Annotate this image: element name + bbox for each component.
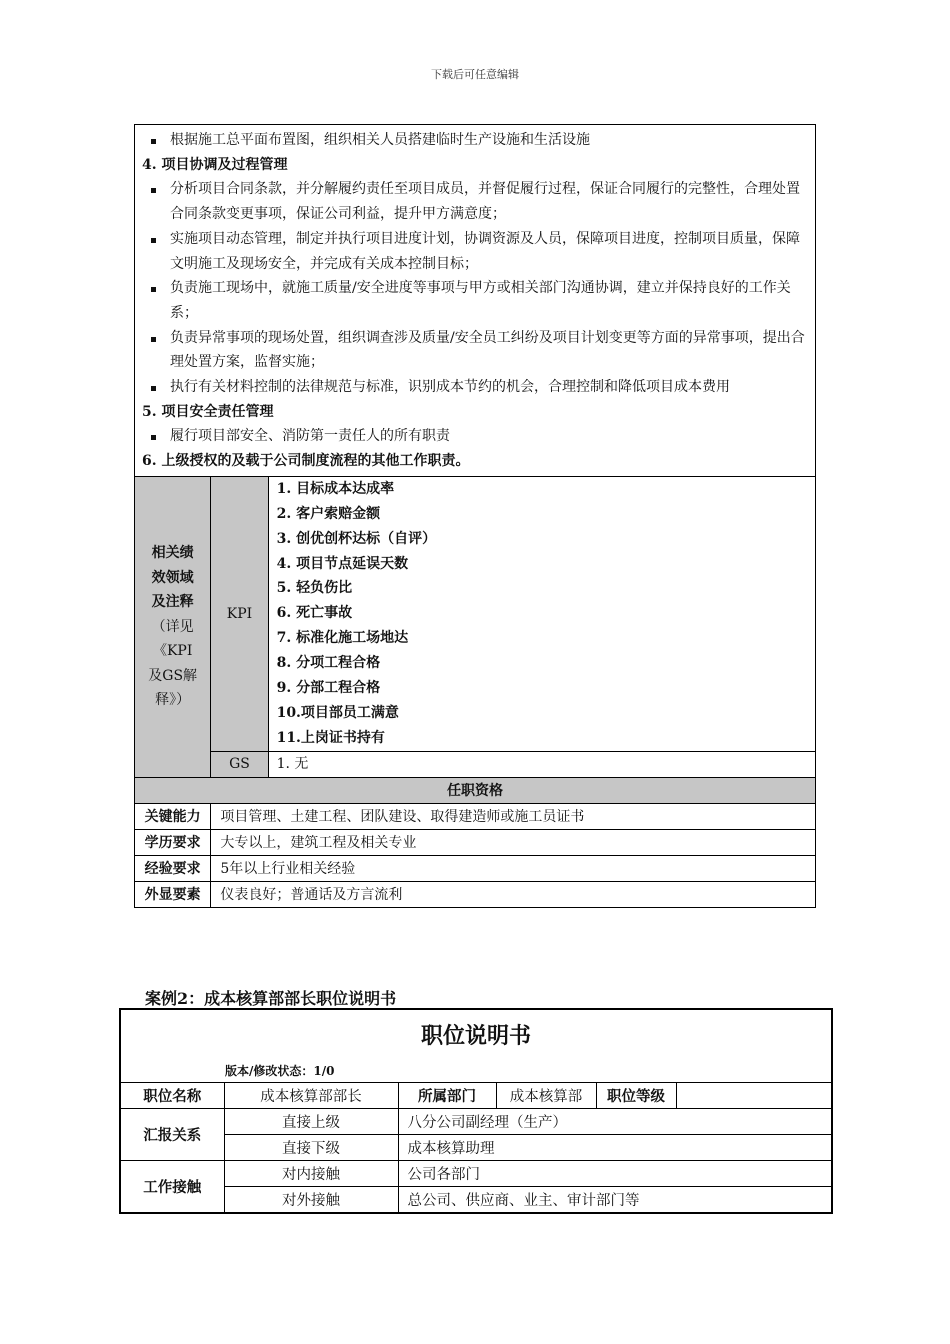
position-name-label: 职位名称 [120,1083,224,1109]
gs-label: GS [211,751,268,777]
contact-value: 公司各部门 [398,1161,832,1187]
kpi-item: 5. 轻负伤比 [276,580,353,597]
qualifications-title: 任职资格 [135,777,816,803]
qualification-value: 大专以上，建筑工程及相关专业 [211,829,816,855]
duty-heading: 4. 项目协调及过程管理 [142,156,288,173]
performance-note-line: 《KPI [152,643,193,660]
report-value: 成本核算助理 [398,1135,832,1161]
duty-item: 负责异常事项的现场处置，组织调查涉及质量/安全员工纠纷及项目计划变更等方面的异常事项，提出合理处置方案，监督实施； [142,326,809,375]
performance-label-line: 相关绩 [151,545,194,562]
report-value: 八分公司副经理（生产） [398,1109,832,1135]
performance-label [135,476,211,777]
department-label: 所属部门 [398,1083,496,1109]
report-sub-label: 直接上级 [224,1109,398,1135]
gs-value: 1. 无 [268,751,815,777]
qualification-label: 经验要求 [135,855,211,881]
performance-label-line: 及注释 [151,594,194,611]
performance-label-line: 效领域 [151,569,194,586]
performance-note-line: 及GS解 [148,667,198,684]
report-label: 汇报关系 [120,1109,224,1161]
department-value: 成本核算部 [496,1083,596,1109]
document-title: 职位说明书 [120,1009,832,1059]
contact-sub-label: 对内接触 [224,1161,398,1187]
kpi-item: 1. 目标成本达成率 [276,480,395,497]
kpi-item: 3. 创优创杯达标（自评） [276,530,437,547]
report-sub-label: 直接下级 [224,1135,398,1161]
qualification-label: 关键能力 [135,803,211,829]
case2-table [119,1008,833,1214]
kpi-item: 4. 项目节点延误天数 [276,555,409,572]
contact-label: 工作接触 [120,1161,224,1213]
qualification-label: 学历要求 [135,829,211,855]
qualification-value: 5年以上行业相关经验 [211,855,816,881]
kpi-item: 10.项目部员工满意 [276,705,399,721]
kpi-item: 8. 分项工程合格 [276,655,381,672]
page-header-note: 下载后可任意编辑 [431,68,519,81]
qualification-value: 仪表良好；普通话及方言流利 [211,881,816,907]
duty-heading: 5. 项目安全责任管理 [142,403,274,420]
duty-item: 实施项目动态管理，制定并执行项目进度计划，协调资源及人员，保障项目进度，控制项目质量，保障文明施工及现场安全，并完成有关成本控制目标； [142,227,809,276]
grade-label: 职位等级 [596,1083,676,1109]
case-heading: 案例2：成本核算部部长职位说明书 [145,989,397,1008]
duty-item: 负责施工现场中，就施工质量/安全进度等事项与甲方或相关部门沟通协调，建立并保持良好的工作关系； [142,276,809,325]
contact-value: 总公司、供应商、业主、审计部门等 [398,1187,832,1213]
performance-note-line: （详见 [151,618,194,635]
kpi-item: 11.上岗证书持有 [276,729,385,746]
contact-sub-label: 对外接触 [224,1187,398,1213]
kpi-item: 7. 标准化施工场地达 [276,630,409,647]
grade-value [676,1083,832,1109]
kpi-item: 6. 死亡事故 [276,605,353,622]
qualification-label: 外显要素 [135,881,211,907]
kpi-list [268,476,815,751]
kpi-item: 2. 客户索赔金额 [276,505,381,522]
duty-heading: 6. 上级授权的及载于公司制度流程的其他工作职责。 [142,453,470,470]
qualification-value: 项目管理、土建工程、团队建设、取得建造师或施工员证书 [211,803,816,829]
kpi-label: KPI [211,476,268,751]
performance-note-line: 释》） [155,692,191,709]
duty-item: 根据施工总平面布置图，组织相关人员搭建临时生产设施和生活设施 [142,128,809,153]
duties-cell [135,125,816,477]
kpi-item: 9. 分部工程合格 [276,680,381,697]
version-status: 版本/修改状态：1/0 [120,1059,832,1083]
duty-item: 执行有关材料控制的法律规范与标准，识别成本节约的机会，合理控制和降低项目成本费用 [142,375,809,400]
duty-item: 分析项目合同条款，并分解履约责任至项目成员，并督促履行过程，保证合同履行的完整性，合理处置合同条款变更事项，保证公司利益，提升甲方满意度； [142,177,809,226]
duty-item: 履行项目部安全、消防第一责任人的所有职责 [142,424,809,449]
job-description-table [134,124,816,908]
position-name-value: 成本核算部部长 [224,1083,398,1109]
